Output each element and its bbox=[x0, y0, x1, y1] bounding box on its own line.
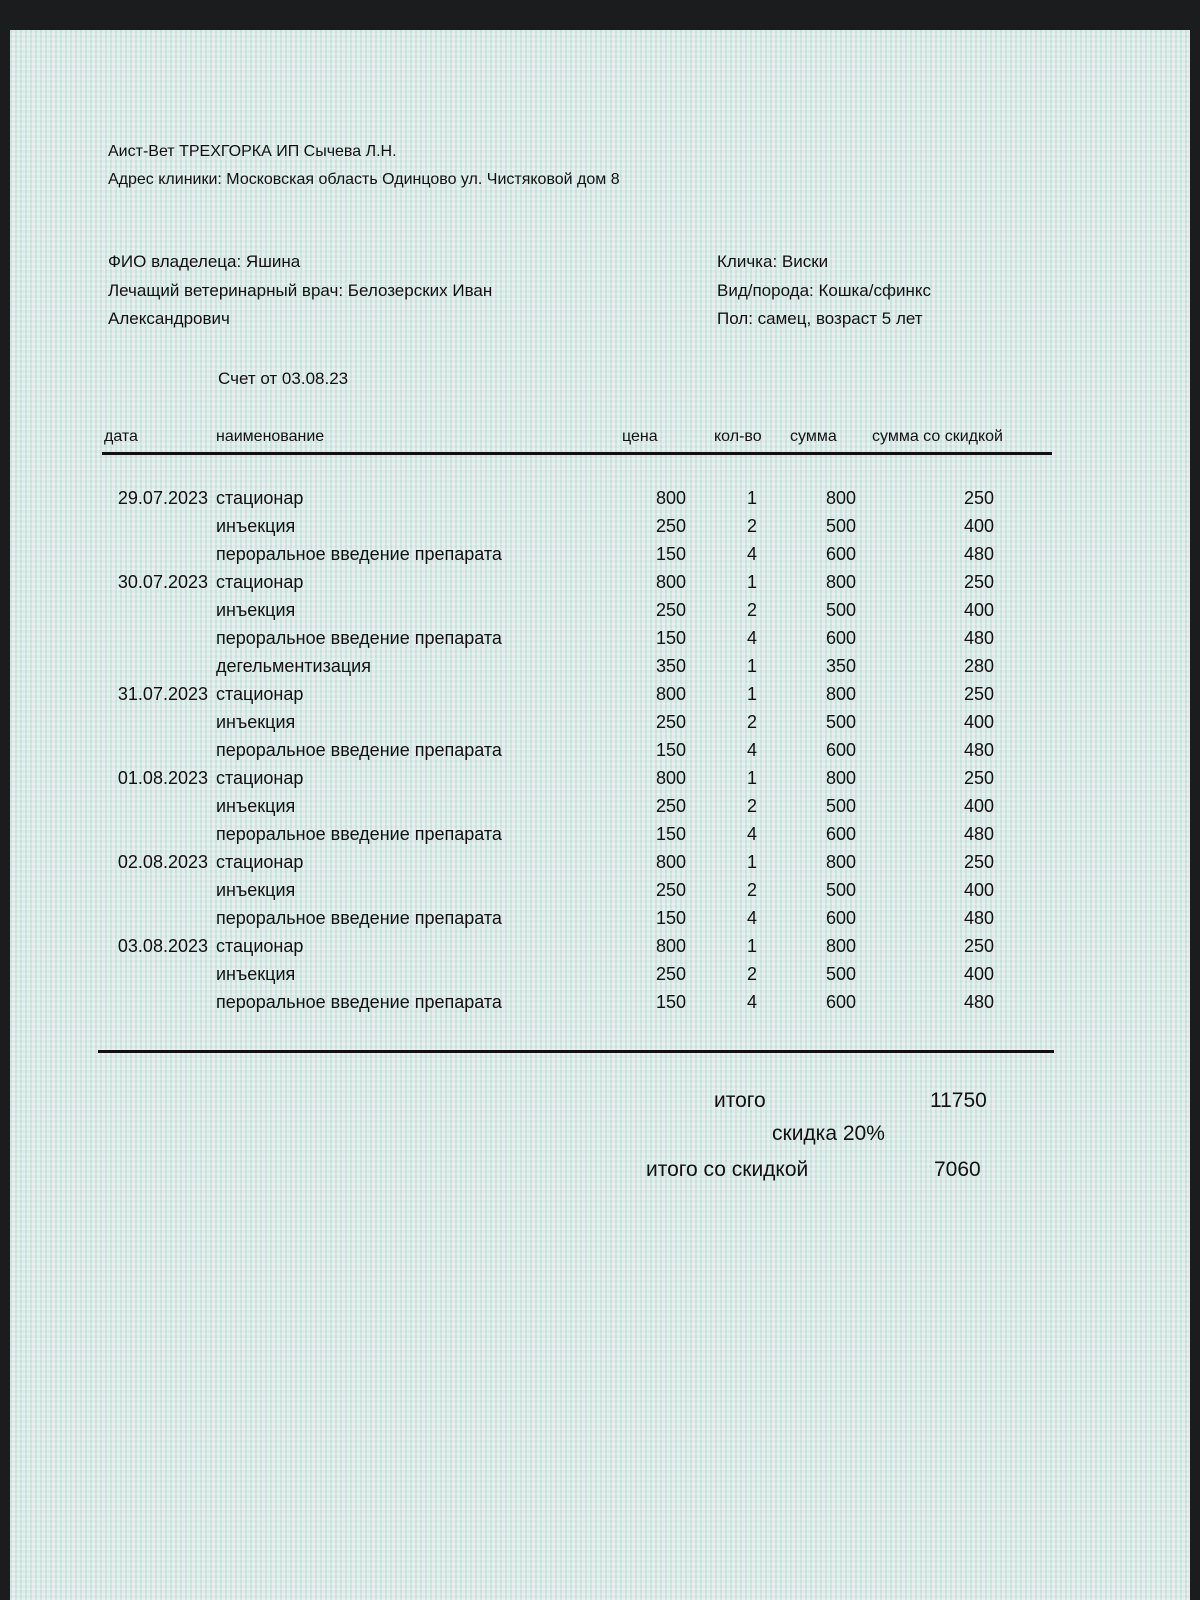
cell-qty: 1 bbox=[746, 768, 757, 788]
discount-label: скидка 20% bbox=[772, 1122, 885, 1145]
cell-discounted-sum: 250 bbox=[963, 936, 994, 956]
col-header-sum: сумма bbox=[790, 428, 837, 445]
clinic-address: Адрес клиники: Московская область Одинцово ул. Чистяковой дом 8 bbox=[108, 171, 620, 188]
cell-name: стационар bbox=[216, 936, 304, 956]
total-value: 11750 bbox=[930, 1089, 987, 1112]
cell-name: пероральное введение препарата bbox=[216, 544, 502, 564]
cell-sum: 800 bbox=[825, 852, 856, 872]
cell-name: инъекция bbox=[216, 880, 296, 900]
cell-sum: 500 bbox=[825, 600, 856, 620]
cell-price: 250 bbox=[655, 516, 686, 536]
cell-discounted-sum: 480 bbox=[963, 992, 994, 1012]
cell-sum: 800 bbox=[825, 936, 856, 956]
cell-discounted-sum: 480 bbox=[963, 908, 994, 928]
col-header-qty: кол-во bbox=[714, 428, 762, 445]
cell-name: пероральное введение препарата bbox=[216, 740, 502, 760]
cell-sum: 600 bbox=[825, 824, 856, 844]
cell-qty: 1 bbox=[746, 572, 757, 592]
table-bottom-rule bbox=[98, 1050, 1054, 1053]
pet-sex-age: Пол: самец, возраст 5 лет bbox=[717, 309, 923, 328]
cell-qty: 2 bbox=[746, 516, 757, 536]
cell-discounted-sum: 400 bbox=[963, 712, 994, 732]
cell-sum: 500 bbox=[825, 964, 856, 984]
cell-price: 150 bbox=[655, 544, 686, 564]
col-header-date: дата bbox=[104, 428, 138, 445]
invoice-title: Счет от 03.08.23 bbox=[218, 369, 349, 388]
cell-qty: 1 bbox=[746, 656, 757, 676]
total-label: итого bbox=[714, 1089, 766, 1112]
cell-sum: 600 bbox=[825, 740, 856, 760]
cell-qty: 2 bbox=[746, 600, 757, 620]
cell-price: 800 bbox=[655, 572, 686, 592]
cell-sum: 500 bbox=[825, 880, 856, 900]
cell-qty: 2 bbox=[746, 712, 757, 732]
cell-sum: 600 bbox=[825, 544, 856, 564]
vet-name-line2: Александрович bbox=[108, 309, 230, 328]
cell-sum: 600 bbox=[825, 628, 856, 648]
cell-sum: 800 bbox=[825, 572, 856, 592]
cell-qty: 1 bbox=[746, 684, 757, 704]
cell-qty: 4 bbox=[746, 824, 757, 844]
cell-qty: 4 bbox=[746, 992, 757, 1012]
cell-discounted-sum: 480 bbox=[963, 628, 994, 648]
cell-date: 02.08.2023 bbox=[117, 852, 208, 872]
cell-discounted-sum: 400 bbox=[963, 964, 994, 984]
pet-species: Вид/порода: Кошка/сфинкс bbox=[717, 281, 931, 300]
cell-name: пероральное введение препарата bbox=[216, 628, 502, 648]
cell-qty: 1 bbox=[746, 488, 757, 508]
cell-name: инъекция bbox=[216, 600, 296, 620]
cell-price: 150 bbox=[655, 740, 686, 760]
cell-price: 250 bbox=[655, 796, 686, 816]
discounted-total-label: итого со скидкой bbox=[646, 1158, 809, 1181]
cell-price: 800 bbox=[655, 488, 686, 508]
cell-discounted-sum: 400 bbox=[963, 600, 994, 620]
cell-price: 150 bbox=[655, 908, 686, 928]
cell-qty: 4 bbox=[746, 908, 757, 928]
cell-sum: 600 bbox=[825, 992, 856, 1012]
cell-price: 250 bbox=[655, 600, 686, 620]
cell-sum: 500 bbox=[825, 712, 856, 732]
cell-name: стационар bbox=[216, 684, 304, 704]
cell-name: инъекция bbox=[216, 796, 296, 816]
cell-qty: 1 bbox=[746, 852, 757, 872]
cell-price: 800 bbox=[655, 852, 686, 872]
col-header-discounted-sum: сумма со скидкой bbox=[872, 428, 1003, 445]
cell-discounted-sum: 250 bbox=[963, 488, 994, 508]
cell-date: 29.07.2023 bbox=[117, 488, 208, 508]
cell-discounted-sum: 250 bbox=[963, 684, 994, 704]
cell-sum: 800 bbox=[825, 488, 856, 508]
cell-name: пероральное введение препарата bbox=[216, 908, 502, 928]
cell-price: 150 bbox=[655, 824, 686, 844]
cell-qty: 2 bbox=[746, 964, 757, 984]
cell-qty: 4 bbox=[746, 628, 757, 648]
cell-name: стационар bbox=[216, 852, 304, 872]
monitor-bezel bbox=[0, 0, 1200, 30]
vet-name-line1: Лечащий ветеринарный врач: Белозерских Иван bbox=[108, 281, 493, 300]
cell-name: дегельментизация bbox=[216, 656, 371, 676]
cell-discounted-sum: 480 bbox=[963, 544, 994, 564]
cell-sum: 350 bbox=[825, 656, 856, 676]
cell-discounted-sum: 250 bbox=[963, 768, 994, 788]
cell-name: пероральное введение препарата bbox=[216, 992, 502, 1012]
cell-sum: 800 bbox=[825, 768, 856, 788]
cell-price: 250 bbox=[655, 880, 686, 900]
col-header-price: цена bbox=[622, 428, 658, 445]
cell-name: инъекция bbox=[216, 964, 296, 984]
cell-name: инъекция bbox=[216, 516, 296, 536]
cell-name: пероральное введение препарата bbox=[216, 824, 502, 844]
cell-date: 03.08.2023 bbox=[117, 936, 208, 956]
cell-price: 150 bbox=[655, 628, 686, 648]
cell-discounted-sum: 480 bbox=[963, 740, 994, 760]
cell-price: 250 bbox=[655, 712, 686, 732]
cell-name: стационар bbox=[216, 488, 304, 508]
cell-qty: 4 bbox=[746, 544, 757, 564]
cell-sum: 600 bbox=[825, 908, 856, 928]
cell-date: 30.07.2023 bbox=[117, 572, 208, 592]
cell-price: 150 bbox=[655, 992, 686, 1012]
cell-sum: 500 bbox=[825, 796, 856, 816]
cell-price: 800 bbox=[655, 768, 686, 788]
cell-date: 01.08.2023 bbox=[117, 768, 208, 788]
cell-qty: 1 bbox=[746, 936, 757, 956]
cell-sum: 800 bbox=[825, 684, 856, 704]
cell-qty: 4 bbox=[746, 740, 757, 760]
cell-sum: 500 bbox=[825, 516, 856, 536]
clinic-name: Аист-Вет ТРЕХГОРКА ИП Сычева Л.Н. bbox=[108, 143, 397, 160]
cell-qty: 2 bbox=[746, 796, 757, 816]
cell-discounted-sum: 400 bbox=[963, 880, 994, 900]
cell-price: 350 bbox=[655, 656, 686, 676]
cell-name: инъекция bbox=[216, 712, 296, 732]
cell-price: 800 bbox=[655, 684, 686, 704]
cell-date: 31.07.2023 bbox=[117, 684, 208, 704]
cell-discounted-sum: 400 bbox=[963, 516, 994, 536]
header-underline bbox=[102, 452, 1052, 455]
cell-discounted-sum: 400 bbox=[963, 796, 994, 816]
cell-name: стационар bbox=[216, 768, 304, 788]
cell-price: 800 bbox=[655, 936, 686, 956]
owner-name: ФИО владелеца: Яшина bbox=[108, 252, 301, 271]
col-header-name: наименование bbox=[216, 428, 325, 445]
cell-discounted-sum: 250 bbox=[963, 572, 994, 592]
cell-name: стационар bbox=[216, 572, 304, 592]
cell-price: 250 bbox=[655, 964, 686, 984]
pet-nickname: Кличка: Виски bbox=[717, 252, 829, 271]
cell-qty: 2 bbox=[746, 880, 757, 900]
discounted-total-value: 7060 bbox=[934, 1158, 981, 1181]
cell-discounted-sum: 280 bbox=[963, 656, 994, 676]
cell-discounted-sum: 250 bbox=[963, 852, 994, 872]
cell-discounted-sum: 480 bbox=[963, 824, 994, 844]
